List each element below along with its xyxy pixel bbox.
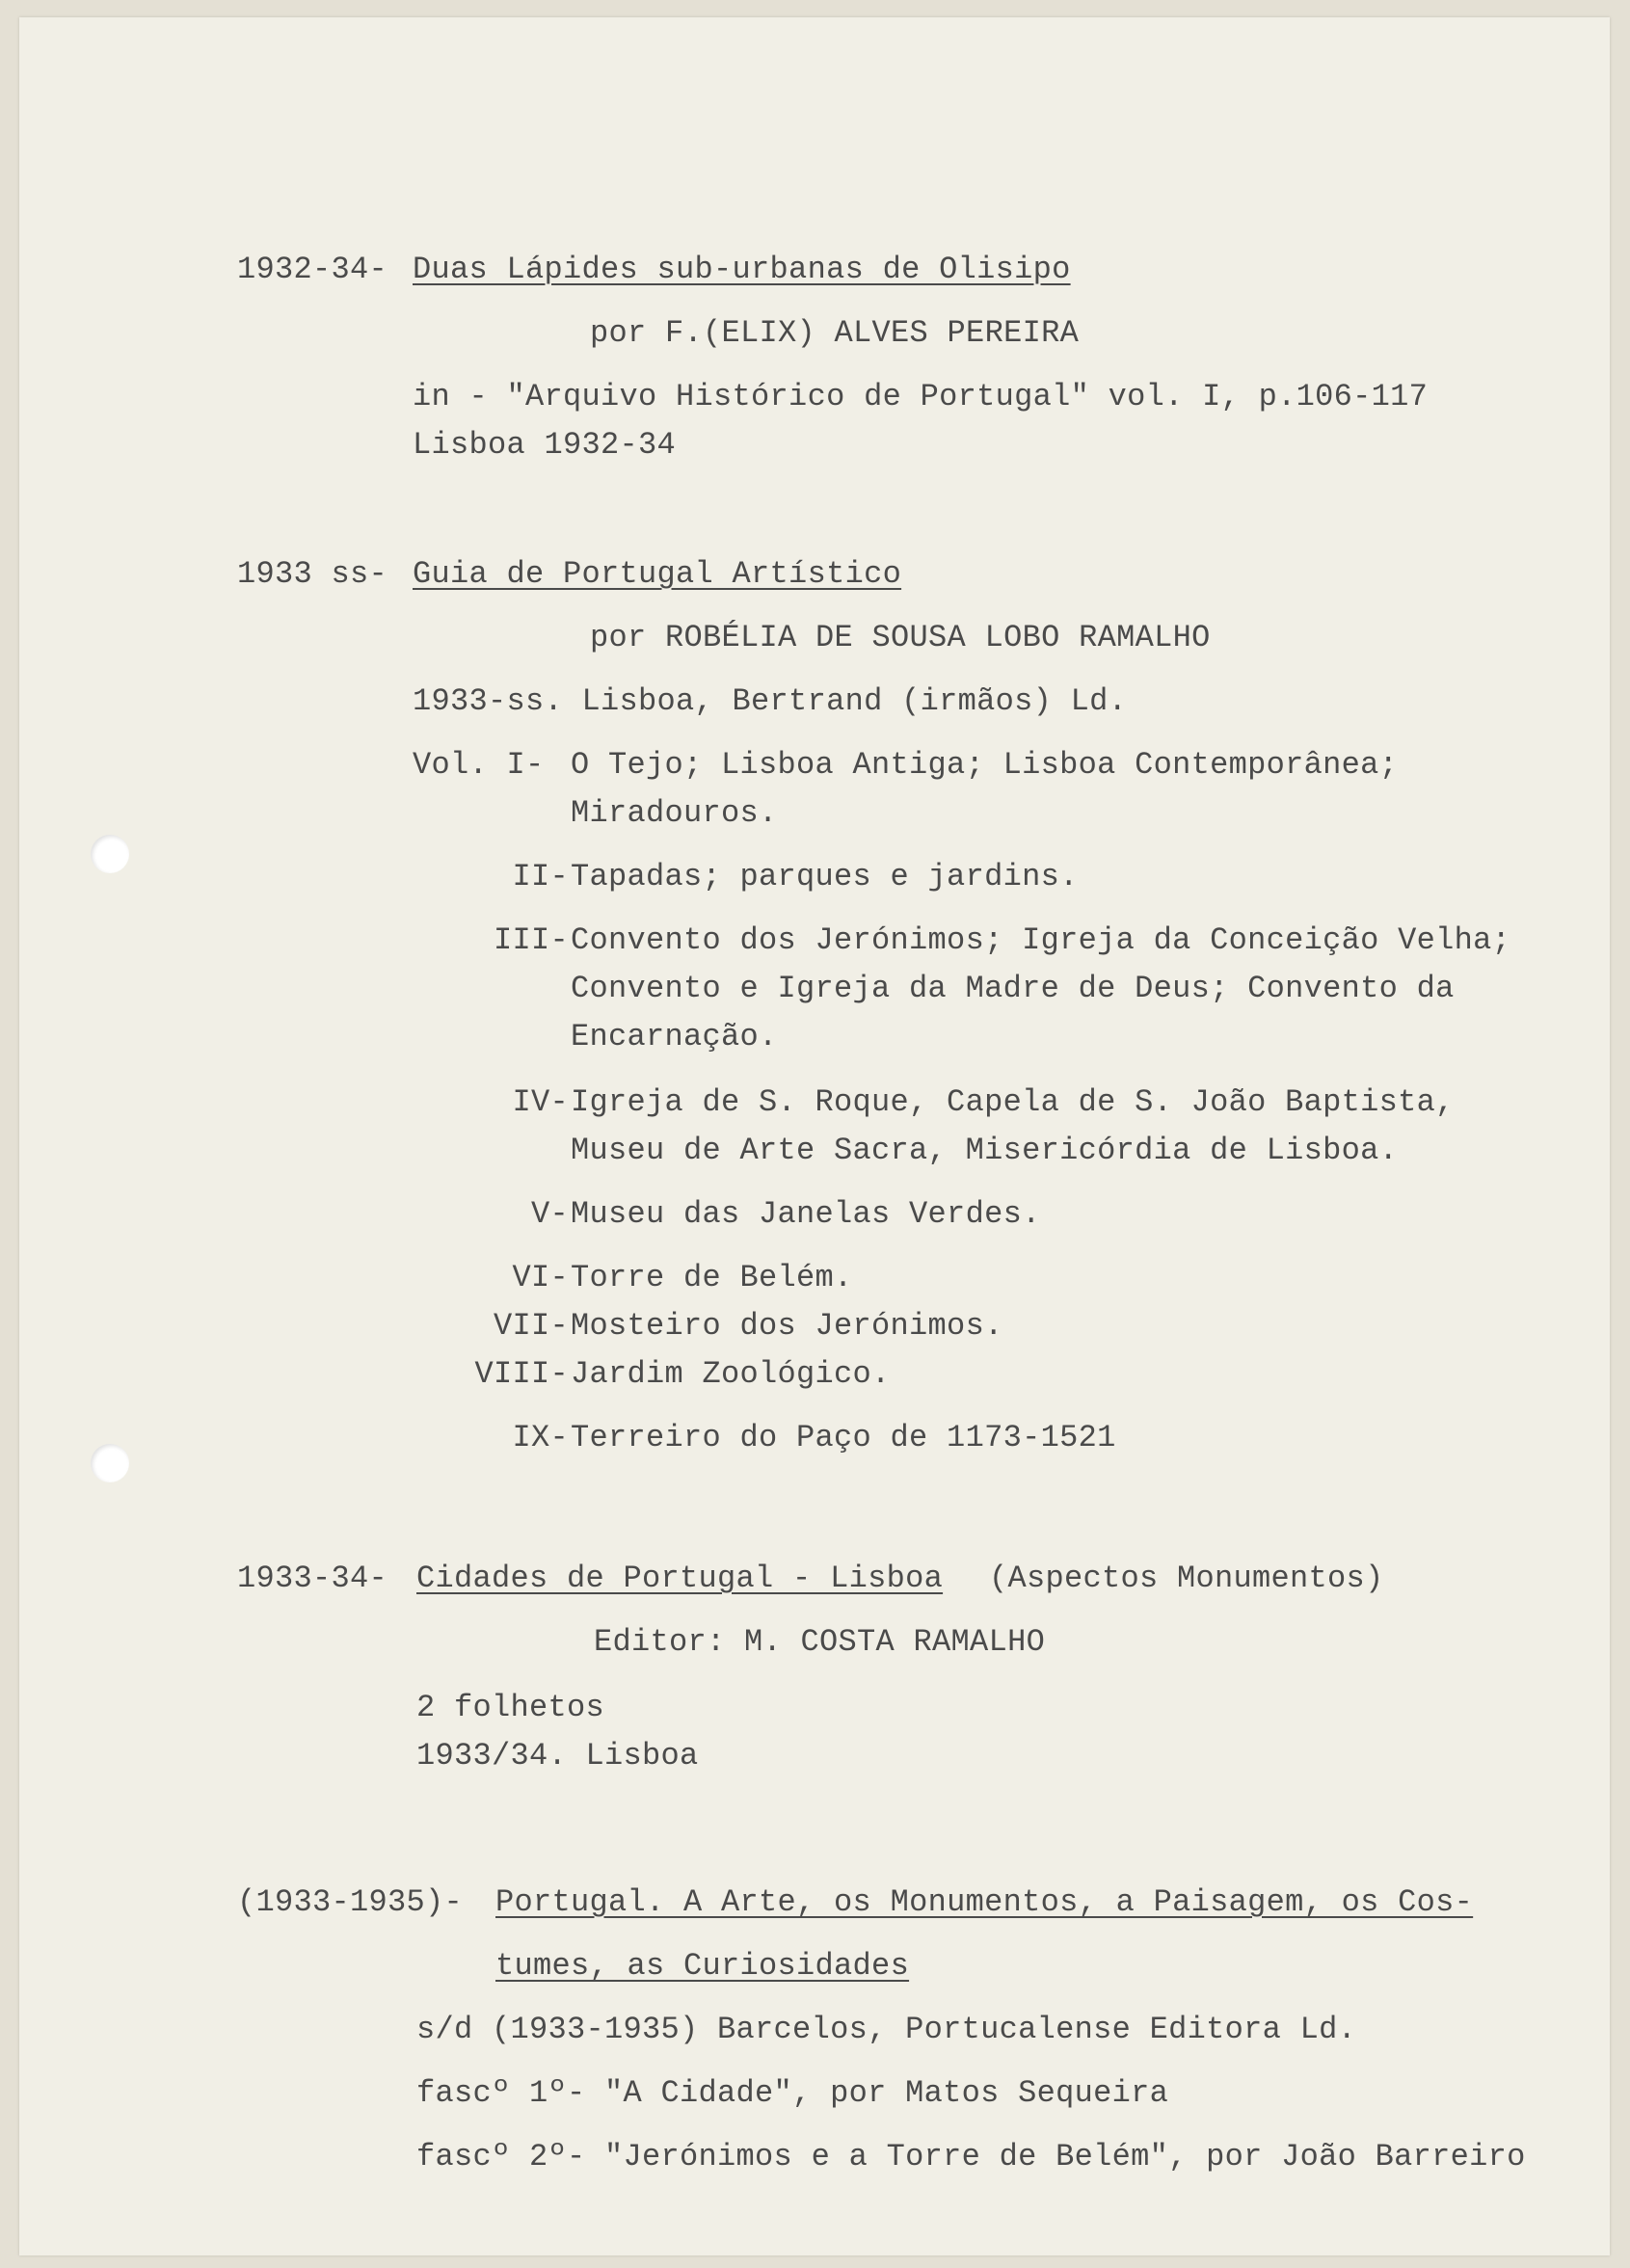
entry-2-line-1: 1933-ss. Lisboa, Bertrand (irmãos) Ld. — [413, 683, 1128, 719]
entry-1-author: por F.(ELIX) ALVES PEREIRA — [590, 315, 1080, 351]
volume-5-text-1: Museu das Janelas Verdes. — [571, 1196, 1041, 1232]
entry-4-line-1: s/d (1933-1935) Barcelos, Portucalense Editora Ld. — [416, 2012, 1357, 2047]
volume-3-text-3: Encarnação. — [571, 1019, 778, 1054]
volume-9-number: IX- — [512, 1420, 569, 1455]
entry-3-title: Cidades de Portugal - Lisboa — [416, 1561, 944, 1596]
volume-1-text-1: O Tejo; Lisboa Antiga; Lisboa Contemporânea; — [571, 747, 1399, 783]
entry-3-line-2: 1933/34. Lisboa — [416, 1738, 699, 1774]
entry-4-title: Portugal. A Arte, os Monumentos, a Paisagem, os Cos- — [495, 1884, 1474, 1920]
entry-3-author: Editor: M. COSTA RAMALHO — [594, 1624, 1046, 1660]
entry-2-author: por ROBÉLIA DE SOUSA LOBO RAMALHO — [590, 620, 1211, 655]
volume-2-text-1: Tapadas; parques e jardins. — [571, 859, 1079, 894]
entry-1-title: Duas Lápides sub-urbanas de Olisipo — [413, 252, 1071, 287]
punch-hole-bottom — [91, 1444, 129, 1482]
volume-4-number: IV- — [512, 1084, 569, 1120]
volume-6-text-1: Torre de Belém. — [571, 1260, 853, 1295]
entry-2-title: Guia de Portugal Artístico — [413, 556, 902, 592]
entry-3-title-suffix: (Aspectos Monumentos) — [989, 1561, 1384, 1596]
volume-3-number: III- — [493, 922, 569, 958]
entry-4-line-2: fascº 1º- "A Cidade", por Matos Sequeira — [416, 2075, 1169, 2111]
volume-3-text-2: Convento e Igreja da Madre de Deus; Convento da — [571, 971, 1455, 1006]
entry-2-date: 1933 ss- — [237, 556, 388, 592]
volume-3-text-1: Convento dos Jerónimos; Igreja da Conceição Velha; — [571, 922, 1511, 958]
entry-4-date: (1933-1935)- — [237, 1884, 464, 1920]
volume-7-number: VII- — [493, 1308, 569, 1344]
volume-1-text-2: Miradouros. — [571, 795, 778, 831]
entry-4-line-3: fascº 2º- "Jerónimos e a Torre de Belém", por João Barreiro — [416, 2139, 1526, 2175]
entry-1-date: 1932-34- — [237, 252, 388, 287]
volume-8-number: VIII- — [474, 1356, 569, 1392]
volume-7-text-1: Mosteiro dos Jerónimos. — [571, 1308, 1003, 1344]
entry-1-line-2: Lisboa 1932-34 — [413, 427, 677, 463]
volume-9-text-1: Terreiro do Paço de 1173-1521 — [571, 1420, 1116, 1455]
volume-1-number: Vol. I- — [413, 747, 545, 783]
entry-3-line-1: 2 folhetos — [416, 1690, 605, 1725]
entry-3-date: 1933-34- — [237, 1561, 388, 1596]
volume-6-number: VI- — [512, 1260, 569, 1295]
volume-5-number: V- — [530, 1196, 569, 1232]
volume-8-text-1: Jardim Zoológico. — [571, 1356, 891, 1392]
entry-4-title-line-2: tumes, as Curiosidades — [495, 1948, 910, 1984]
document-page — [19, 17, 1610, 2255]
volume-4-text-1: Igreja de S. Roque, Capela de S. João Baptista, — [571, 1084, 1455, 1120]
volume-4-text-2: Museu de Arte Sacra, Misericórdia de Lisboa. — [571, 1133, 1399, 1168]
entry-1-line-1: in - "Arquivo Histórico de Portugal" vol. I, p.106-117 — [413, 379, 1429, 414]
volume-2-number: II- — [512, 859, 569, 894]
punch-hole-top — [91, 835, 129, 873]
